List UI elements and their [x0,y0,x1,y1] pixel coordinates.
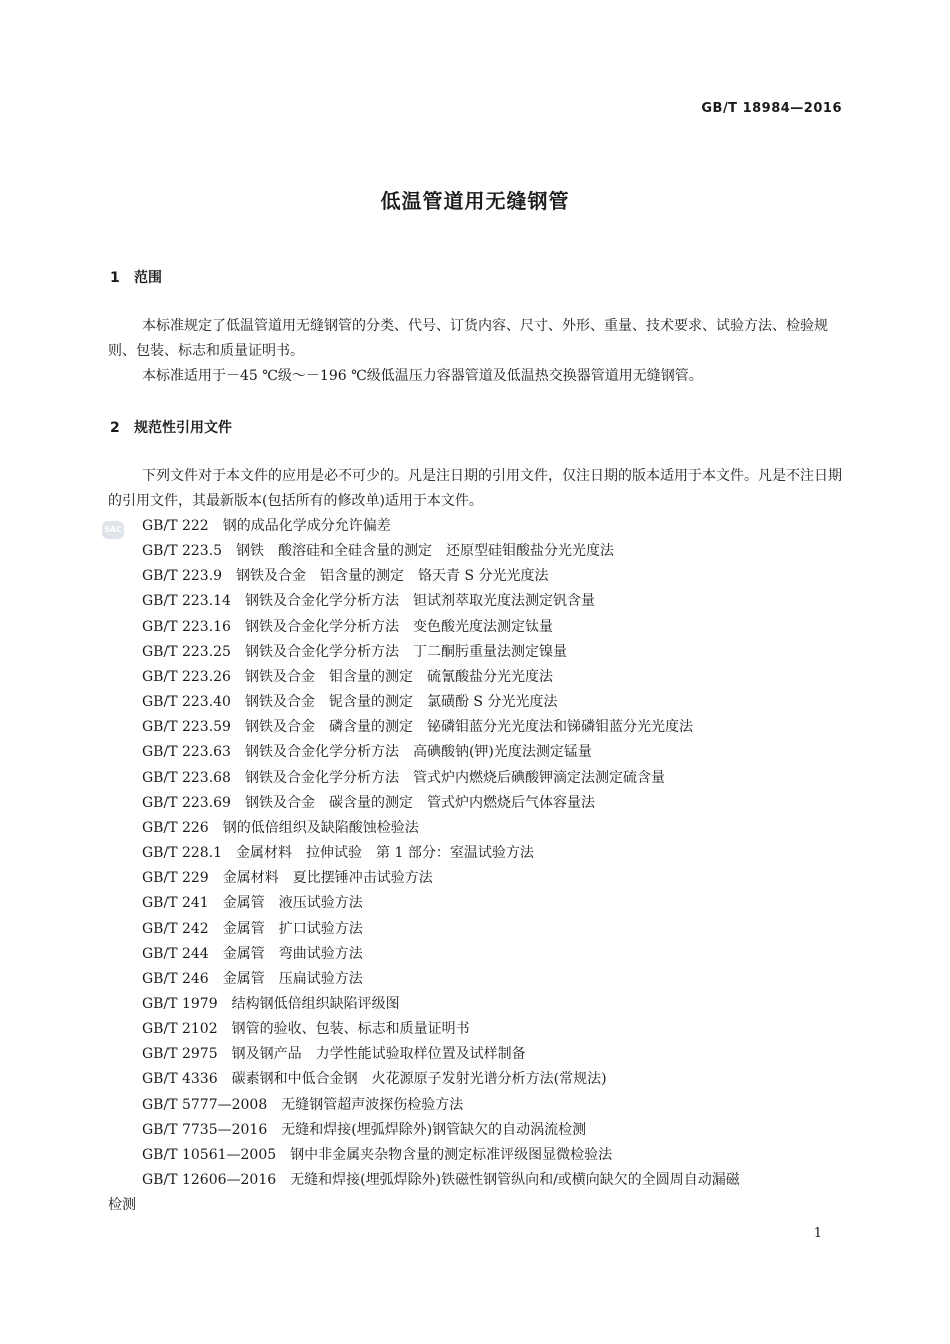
section-2-title: 规范性引用文件 [134,420,232,436]
reference-item: GB/T 1979 结构钢低倍组织缺陷评级图 [142,995,400,1012]
reference-item: GB/T 244 金属管 弯曲试验方法 [142,945,363,962]
section-1-paragraph-1: 本标准规定了低温管道用无缝钢管的分类、代号、订货内容、尺寸、外形、重量、技术要求、试验方法、检验规则、包装、标志和质量证明书。 [108,318,828,359]
reference-item: GB/T 241 金属管 液压试验方法 [142,895,363,912]
reference-item: GB/T 223.5 钢铁 酸溶硅和全硅含量的测定 还原型硅钼酸盐分光光度法 [142,543,615,560]
reference-item: GB/T 246 金属管 压扁试验方法 [142,970,363,987]
section-2-number: 2 [110,420,120,436]
reference-item: GB/T 223.26 钢铁及合金 钼含量的测定 硫氰酸盐分光光度法 [142,668,553,685]
reference-item: GB/T 5777—2008 无缝钢管超声波探伤检验方法 [142,1096,464,1113]
reference-item: GB/T 223.9 钢铁及合金 铝含量的测定 铬天青 S 分光光度法 [142,568,549,585]
reference-item: GB/T 242 金属管 扩口试验方法 [142,920,363,937]
reference-list [108,514,842,1218]
section-1-number: 1 [110,270,120,286]
reference-item: GB/T 223.68 钢铁及合金化学分析方法 管式炉内燃烧后碘酸钾滴定法测定硫含量 [142,769,665,786]
reference-item: GB/T 226 钢的低倍组织及缺陷酸蚀检验法 [142,819,419,836]
reference-item: GB/T 223.69 钢铁及合金 碳含量的测定 管式炉内燃烧后气体容量法 [142,794,595,811]
reference-item: GB/T 222 钢的成品化学成分允许偏差 [142,518,391,534]
section-1-title: 范围 [134,270,162,286]
reference-item: GB/T 2102 钢管的验收、包装、标志和质量证明书 [142,1021,470,1038]
reference-item: GB/T 228.1 金属材料 拉伸试验 第 1 部分：室温试验方法 [142,845,534,862]
reference-item: GB/T 223.16 钢铁及合金化学分析方法 变色酸光度法测定钛量 [142,618,553,635]
page-number: 1 [813,1226,822,1241]
reference-item: GB/T 10561—2005 钢中非金属夹杂物含量的测定标准评级图显微检验法 [142,1146,613,1163]
section-1-heading [110,267,162,287]
reference-item: GB/T 229 金属材料 夏比摆锤冲击试验方法 [142,870,433,887]
reference-item-last [108,1168,842,1218]
sac-watermark-logo: SAC [102,521,124,539]
reference-item: GB/T 2975 钢及钢产品 力学性能试验取样位置及试样制备 [142,1046,526,1063]
reference-item: GB/T 223.25 钢铁及合金化学分析方法 丁二酮肟重量法测定镍量 [142,643,567,660]
section-2-heading [110,417,232,437]
reference-item: GB/T 4336 碳素钢和中低合金钢 火花源原子发射光谱分析方法(常规法) [142,1071,607,1088]
reference-item-last-line1: GB/T 12606—2016 无缝和焊接(埋弧焊除外)铁磁性钢管纵向和/或横向缺欠的全圆周自动漏磁 [142,1172,740,1189]
reference-item: GB/T 223.14 钢铁及合金化学分析方法 钽试剂萃取光度法测定钒含量 [142,593,595,610]
reference-item: GB/T 7735—2016 无缝和焊接(埋弧焊除外)钢管缺欠的自动涡流检测 [142,1121,587,1138]
document-title: 低温管道用无缝钢管 [380,189,570,213]
reference-item: GB/T 223.40 钢铁及合金 铌含量的测定 氯磺酚 S 分光光度法 [142,694,558,711]
section-1-paragraph-2: 本标准适用于－45 ℃级～－196 ℃级低温压力容器管道及低温热交换器管道用无缝钢管。 [142,368,703,384]
standard-code: GB/T 18984—2016 [701,101,842,116]
section-2-intro: 下列文件对于本文件的应用是必不可少的。凡是注日期的引用文件，仅注日期的版本适用于本文件。凡是不注日期的引用文件，其最新版本(包括所有的修改单)适用于本文件。 [108,468,842,509]
reference-item: GB/T 223.59 钢铁及合金 磷含量的测定 铋磷钼蓝分光光度法和锑磷钼蓝分光光度法 [142,719,693,736]
reference-item: GB/T 223.63 钢铁及合金化学分析方法 高碘酸钠(钾)光度法测定锰量 [142,744,592,761]
reference-item-last-line2: 检测 [108,1197,136,1214]
